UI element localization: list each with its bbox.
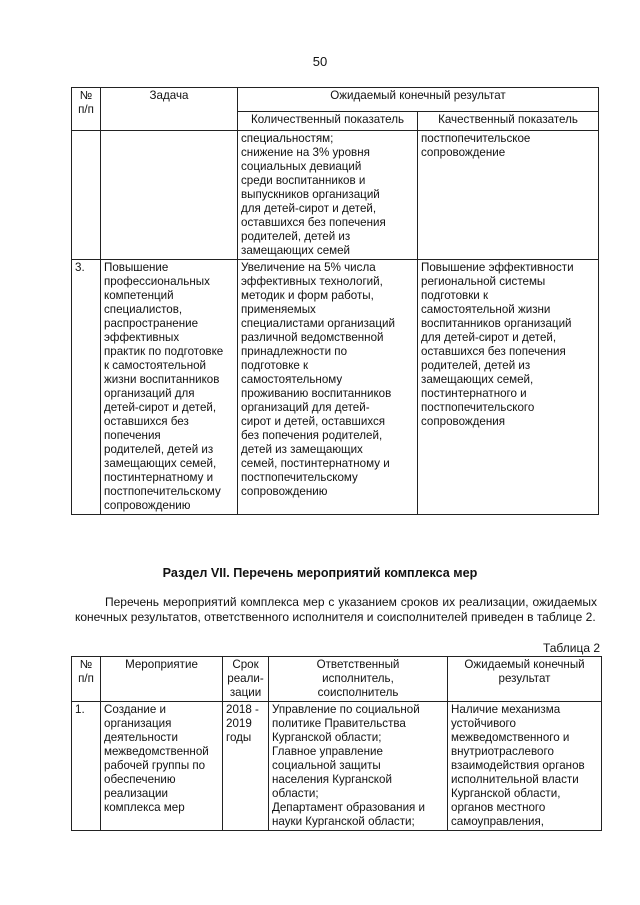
- activities-table: [71, 656, 602, 831]
- row-activity: Создание и организация деятельности межведомственной рабочей группы по обеспечению реализации комплекса мер: [101, 702, 223, 831]
- row-num: [72, 131, 101, 260]
- header-result: Ожидаемый конечный результат: [448, 657, 602, 702]
- row-quantitative: специальностям; снижение на 3% уровня социальных девиаций среди воспитанников и выпускников организаций для детей-сирот и детей, оставшихся без попечения родителей, детей из замещающих семей: [238, 131, 418, 260]
- table-caption: Таблица 2: [542, 641, 600, 655]
- header-term: Срок реали- зации: [223, 657, 269, 702]
- row-task: Повышение профессиональных компетенций специалистов, распространение эффективных практик по подготовке к самостоятельной жизни воспитанников организаций для детей-сирот и детей, оставшихся без попечения родителей, детей из замещающих семей, постинтернатному и постпопечительскому сопровождению: [101, 260, 238, 515]
- header-qualitative: Качественный показатель: [418, 112, 599, 131]
- section-intro: Перечень мероприятий комплекса мер с указанием сроков их реализации, ожидаемых конечных результатов, ответственного исполнителя и соисполнителей приведен в таблице 2.: [75, 595, 597, 624]
- row-executor: Управление по социальной политике Правительства Курганской области; Главное управление социальной защиты населения Курганской области; Департамент образования и науки Курганской области;: [269, 702, 448, 831]
- table-row: [72, 131, 599, 260]
- row-quantitative: Увеличение на 5% числа эффективных технологий, методик и форм работы, применяемых специалистами организаций различной ведомственной принадлежности по подготовке к самостоятельному проживанию воспитанников организаций для детей- сирот и детей, оставшихся без попечения родителей, детей из замещающих семей, постинтернатному и постпопечительскому сопровождению: [238, 260, 418, 515]
- expected-results-table: [71, 87, 599, 515]
- row-task: [101, 131, 238, 260]
- table-row: [72, 260, 599, 515]
- page-number: 50: [312, 54, 328, 69]
- header-activity: Мероприятие: [101, 657, 223, 702]
- row-qualitative: Повышение эффективности региональной системы подготовки к самостоятельной жизни воспитанников организаций для детей-сирот и детей, оставшихся без попечения родителей, детей из замещающих семей, постинтернатного и постпопечительского сопровождения: [418, 260, 599, 515]
- header-num: № п/п: [72, 657, 101, 702]
- header-executor: Ответственный исполнитель, соисполнитель: [269, 657, 448, 702]
- row-num: 1.: [72, 702, 101, 831]
- row-qualitative: постпопечительское сопровождение: [418, 131, 599, 260]
- section-title: Раздел VII. Перечень мероприятий комплекса мер: [162, 566, 478, 580]
- row-result: Наличие механизма устойчивого межведомственного и внутриотраслевого взаимодействия органов исполнительной власти Курганской области, органов местного самоуправления,: [448, 702, 602, 831]
- row-num: 3.: [72, 260, 101, 515]
- header-quantitative: Количественный показатель: [238, 112, 418, 131]
- header-expected-result: Ожидаемый конечный результат: [238, 88, 599, 112]
- table-row: [72, 702, 602, 831]
- row-term: 2018 - 2019 годы: [223, 702, 269, 831]
- header-num: № п/п: [72, 88, 101, 131]
- header-task: Задача: [101, 88, 238, 131]
